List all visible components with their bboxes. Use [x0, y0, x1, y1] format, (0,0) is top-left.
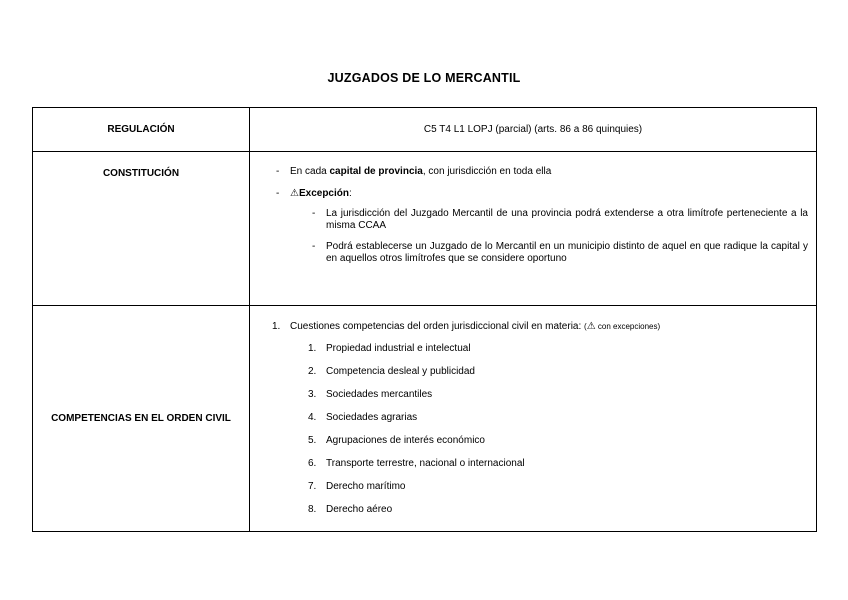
- warning-icon: ⚠: [290, 188, 299, 199]
- constitucion-content: [250, 152, 817, 306]
- warning-icon: ⚠: [586, 321, 596, 332]
- row-label-competencias: COMPETENCIAS EN EL ORDEN CIVIL: [33, 306, 250, 532]
- jurisdiction-table: [32, 107, 817, 532]
- row-label-regulacion: REGULACIÓN: [33, 108, 250, 152]
- list-item: 6. Transporte terrestre, nacional o internacional: [308, 458, 525, 469]
- table-row-constitucion: [33, 152, 817, 306]
- list-item: 3. Sociedades mercantiles: [308, 389, 433, 400]
- list-item: 2. Competencia desleal y publicidad: [308, 366, 475, 377]
- list-item: - La jurisdicción del Juzgado Mercantil de una provincia podrá extenderse a otra limítrofe perteneciente a la misma CCAA: [312, 208, 808, 232]
- constitucion-list: [250, 152, 816, 265]
- page-title: JUZGADOS DE LO MERCANTIL: [327, 71, 521, 85]
- table-row-competencias: [33, 306, 817, 532]
- regulacion-text: C5 T4 L1 LOPJ (parcial) (arts. 86 a 86 quinquies): [250, 108, 817, 152]
- competencias-list: [250, 306, 816, 527]
- list-item: 1. Propiedad industrial e intelectual: [308, 343, 471, 354]
- list-item: 7. Derecho marítimo: [308, 481, 406, 492]
- list-item: - Podrá establecerse un Juzgado de lo Mercantil en un municipio distinto de aquel en que radique la capital y en aquellos otros limítrofes que se considere oportuno: [312, 241, 808, 265]
- list-item: 4. Sociedades agrarias: [308, 412, 418, 423]
- competencias-content: [250, 306, 817, 532]
- list-item: 8. Derecho aéreo: [308, 504, 393, 515]
- materias-list: [290, 333, 808, 527]
- list-item: 1. Cuestiones competencias del orden jurisdiccional civil en materia: (⚠ con excepciones) 1. Propiedad industrial e intelectual 2. Competencia desleal y publicidad 3. Sociedades mercantiles 4. Sociedades agrarias 5. Agrupaciones de interés económico 6. Transporte terrestre, nacional o internacional 7. Derecho marítimo 8. Derecho aéreo: [272, 321, 808, 527]
- list-item: 5. Agrupaciones de interés económico: [308, 435, 485, 446]
- table-row-regulacion: [33, 108, 817, 152]
- list-item: - En cada capital de provincia, con jurisdicción en toda ella: [276, 166, 808, 178]
- list-item: - ⚠Excepción: - La jurisdicción del Juzgado Mercantil de una provincia podrá extenderse a otra limítrofe perteneciente a la misma CCAA - Podrá establecerse un Juzgado de lo Mercantil en un municipio distinto de aquel en que radique la capital y en aquellos otros limítrofes que se considere oportuno: [276, 188, 808, 265]
- exception-list: [290, 200, 808, 265]
- row-label-constitucion: CONSTITUCIÓN: [33, 152, 250, 306]
